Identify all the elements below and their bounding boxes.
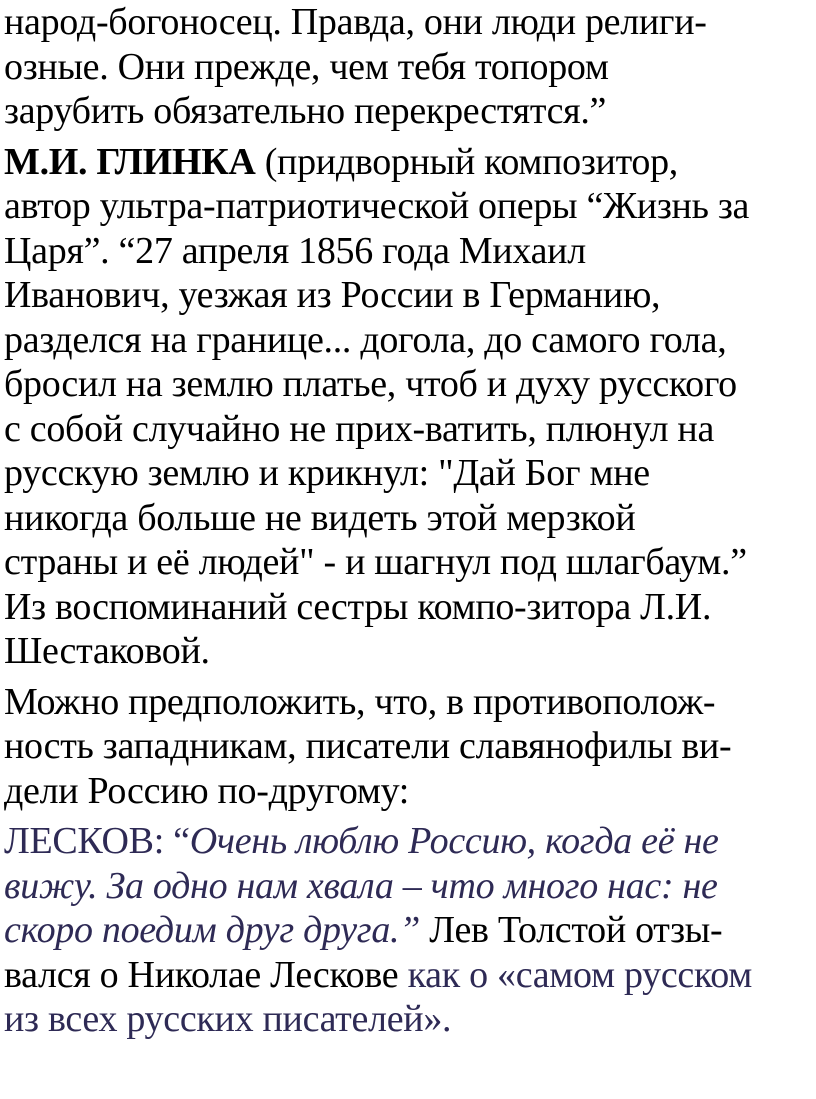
text-line (4, 864, 816, 909)
paragraph-intro (4, 0, 816, 134)
paragraph-glinka (4, 140, 816, 674)
text-line (4, 819, 816, 864)
text-line: ность западникам, писатели славянофилы ви- (4, 725, 732, 767)
text-line: разделся на границе... догола, до самого гола, (4, 318, 727, 361)
text-line: озные. Они прежде, чем тебя топором (4, 45, 609, 88)
paragraph-leskov (4, 819, 816, 1042)
text-line: народ-богоносец. Правда, они люди религи- (4, 1, 707, 43)
leskov-label: ЛЕСКОВ: “ (4, 820, 190, 862)
leskov-quote: скоро поедим друг друга.” (4, 909, 421, 951)
text-line: русскую землю и крикнул: "Дай Бог мне (4, 452, 650, 494)
text-line: Шестаковой. (4, 630, 210, 672)
text-line (4, 997, 816, 1042)
text-line: Можно предположить, что, в противополож- (4, 680, 716, 723)
tolstoy-remark: Лев Толстой отзы- (420, 909, 723, 951)
tolstoy-remark: вался о Николае Лескове (4, 953, 399, 996)
text-line (4, 953, 816, 998)
text-line: автор ультра-патриотической оперы “Жизнь за (4, 185, 750, 227)
text-line (4, 140, 816, 185)
text-line: Иванович, уезжая из России в Германию, (4, 274, 661, 316)
leskov-quote: вижу. За одно нам хвала – что много нас: не (4, 864, 718, 907)
glinka-name: М.И. ГЛИНКА (4, 140, 256, 183)
text-line: страны и её людей" - и шагнул под шлагбаум.” (4, 541, 747, 583)
tolstoy-remark: как о «самом русском (398, 953, 752, 996)
paragraph-slavophiles (4, 680, 816, 814)
leskov-quote: Очень люблю Россию, когда её не (189, 820, 719, 862)
tolstoy-remark: из всех русских писателей». (4, 998, 452, 1040)
text-line: никогда больше не видеть этой мерзкой (4, 496, 636, 539)
text-line: Из воспоминаний сестры компо-зитора Л.И. (4, 585, 712, 628)
text-line: Царя”. “27 апреля 1856 года Михаил (4, 229, 586, 272)
text-line: дели Россию по-другому: (4, 769, 410, 812)
text-line (4, 908, 816, 953)
text-line: зарубить обязательно перекрестятся.” (4, 90, 607, 132)
glinka-description: (придворный композитор, (255, 140, 678, 183)
document-page (4, 0, 816, 1042)
text-line: бросил на землю платье, чтоб и духу русского (4, 363, 737, 405)
text-line: с собой случайно не прих-ватить, плюнул на (4, 407, 715, 450)
